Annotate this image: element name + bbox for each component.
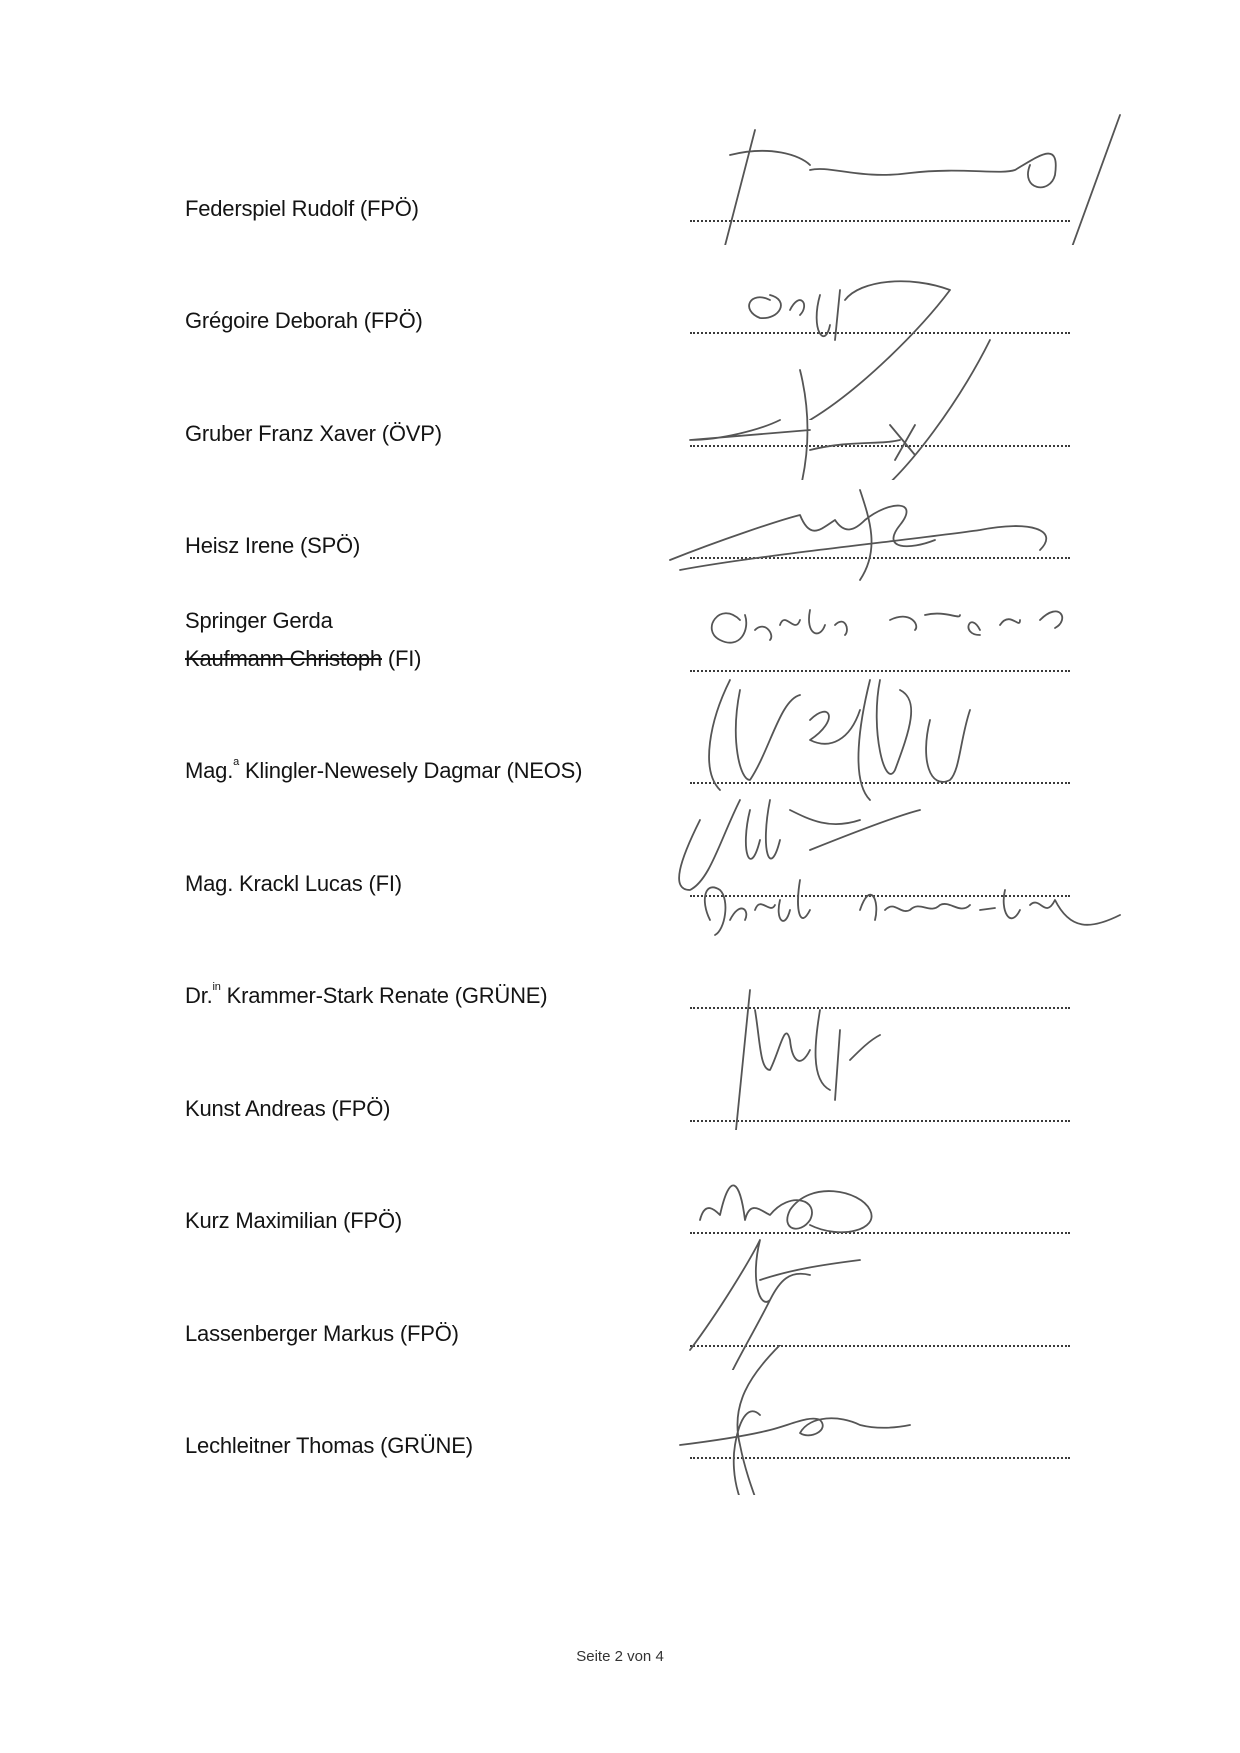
- signatory-name: Heisz Irene (SPÖ): [185, 533, 361, 558]
- signature-row: [0, 150, 1240, 230]
- signature-line: [690, 443, 1070, 447]
- signature-row: [0, 1387, 1240, 1467]
- signature-line: [690, 330, 1070, 334]
- signature-row: [0, 487, 1240, 567]
- signatory-name: Lechleitner Thomas (GRÜNE): [185, 1433, 473, 1458]
- signature-row: [0, 825, 1240, 905]
- signature-line: [690, 893, 1070, 897]
- signatory-name: Federspiel Rudolf (FPÖ): [185, 196, 419, 221]
- signature-line: [690, 780, 1070, 784]
- signature-line: [690, 1455, 1070, 1459]
- signatory-name: Kunst Andreas (FPÖ): [185, 1096, 391, 1121]
- signature-row: [0, 375, 1240, 455]
- signature-row: [0, 937, 1240, 1017]
- signature-row: [0, 262, 1240, 342]
- signature-line: [690, 1343, 1070, 1347]
- signatory-replacement-name: Springer Gerda: [185, 608, 333, 633]
- signatory-name: Mag.$^a$ Klingler-Newesely Dagmar (NEOS): [185, 756, 583, 783]
- signatory-name: Dr.$^{in}$ Krammer-Stark Renate (GRÜNE): [185, 981, 548, 1008]
- signature-row: [0, 600, 1240, 680]
- signatory-name: Gruber Franz Xaver (ÖVP): [185, 421, 442, 446]
- signature-line: [690, 668, 1070, 672]
- signatory-name: Grégoire Deborah (FPÖ): [185, 308, 423, 333]
- signature-line: [690, 555, 1070, 559]
- signatory-name: Kurz Maximilian (FPÖ): [185, 1208, 403, 1233]
- signature-line: [690, 218, 1070, 222]
- signatory-name: Lassenberger Markus (FPÖ): [185, 1321, 459, 1346]
- signature-line: [690, 1118, 1070, 1122]
- signatory-name: [185, 608, 421, 672]
- signature-row: [0, 712, 1240, 792]
- party-suffix: (FI): [381, 646, 422, 671]
- page-number-footer: Seite 2 von 4: [576, 1648, 664, 1665]
- signature-row: [0, 1275, 1240, 1355]
- signature-row: [0, 1050, 1240, 1130]
- struck-through-name: Kaufmann Christoph: [185, 646, 382, 671]
- signatory-name: Mag. Krackl Lucas (FI): [185, 871, 402, 896]
- signature-line: [690, 1005, 1070, 1009]
- signature-line: [690, 1230, 1070, 1234]
- signature-row: [0, 1162, 1240, 1242]
